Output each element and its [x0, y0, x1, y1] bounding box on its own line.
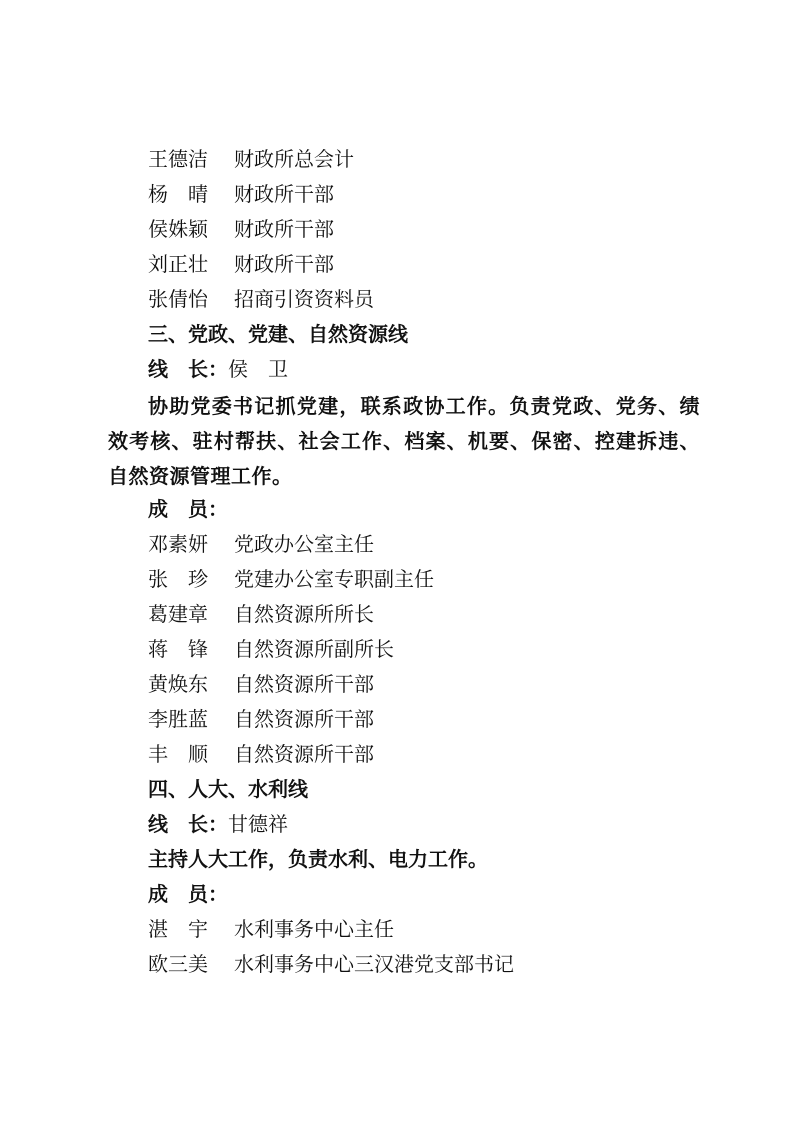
- member-name: 葛建章: [148, 602, 208, 626]
- member-row: [148, 949, 514, 979]
- section-heading: 四、人大、水利线: [148, 777, 308, 801]
- leader-row: [148, 809, 288, 839]
- leader-name: 侯 卫: [228, 357, 288, 381]
- member-row: [148, 564, 434, 594]
- member-row: [148, 739, 374, 769]
- member-role: 党建办公室专职副主任: [234, 567, 434, 591]
- member-role: 自然资源所副所长: [234, 637, 394, 661]
- member-role: 财政所干部: [234, 217, 334, 241]
- member-role: 水利事务中心三汉港党支部书记: [234, 952, 514, 976]
- member-row: [148, 529, 374, 559]
- member-name: 王德洁: [148, 147, 208, 171]
- member-row: [148, 599, 374, 629]
- member-row: [148, 284, 374, 314]
- member-name: 蒋 锋: [148, 637, 208, 661]
- member-row: [148, 914, 394, 944]
- duty-paragraph: 协助党委书记抓党建，联系政协工作。负责党政、党务、绩效考核、驻村帮扶、社会工作、档案、机要、保密、控建拆违、自然资源管理工作。: [108, 394, 700, 488]
- member-row: [148, 144, 354, 174]
- member-role: 党政办公室主任: [234, 532, 374, 556]
- member-name: 湛 宇: [148, 917, 208, 941]
- members-label: 成 员：: [148, 497, 228, 521]
- member-name: 刘正壮: [148, 252, 208, 276]
- member-role: 自然资源所干部: [234, 672, 374, 696]
- leader-label: 线 长：: [148, 812, 228, 836]
- member-role: 财政所干部: [234, 182, 334, 206]
- member-name: 张倩怡: [148, 287, 208, 311]
- member-row: [148, 704, 374, 734]
- member-name: 李胜蓝: [148, 707, 208, 731]
- member-role: 水利事务中心主任: [234, 917, 394, 941]
- leader-row: [148, 354, 288, 384]
- member-name: 邓素妍: [148, 532, 208, 556]
- member-row: [148, 249, 334, 279]
- member-role: 财政所干部: [234, 252, 334, 276]
- leader-label: 线 长：: [148, 357, 228, 381]
- duty-paragraph: 主持人大工作，负责水利、电力工作。: [148, 847, 488, 871]
- member-name: 侯姝颖: [148, 217, 208, 241]
- member-row: [148, 214, 334, 244]
- member-name: 杨 晴: [148, 182, 208, 206]
- member-role: 财政所总会计: [234, 147, 354, 171]
- member-name: 黄焕东: [148, 672, 208, 696]
- members-label: 成 员：: [148, 882, 228, 906]
- member-role: 招商引资资料员: [234, 287, 374, 311]
- member-name: 欧三美: [148, 952, 208, 976]
- member-row: [148, 179, 334, 209]
- member-name: 张 珍: [148, 567, 208, 591]
- member-role: 自然资源所干部: [234, 742, 374, 766]
- leader-name: 甘德祥: [228, 812, 288, 836]
- member-role: 自然资源所干部: [234, 707, 374, 731]
- member-row: [148, 669, 374, 699]
- member-name: 丰 顺: [148, 742, 208, 766]
- member-role: 自然资源所所长: [234, 602, 374, 626]
- member-row: [148, 634, 394, 664]
- section-heading: 三、党政、党建、自然资源线: [148, 322, 408, 346]
